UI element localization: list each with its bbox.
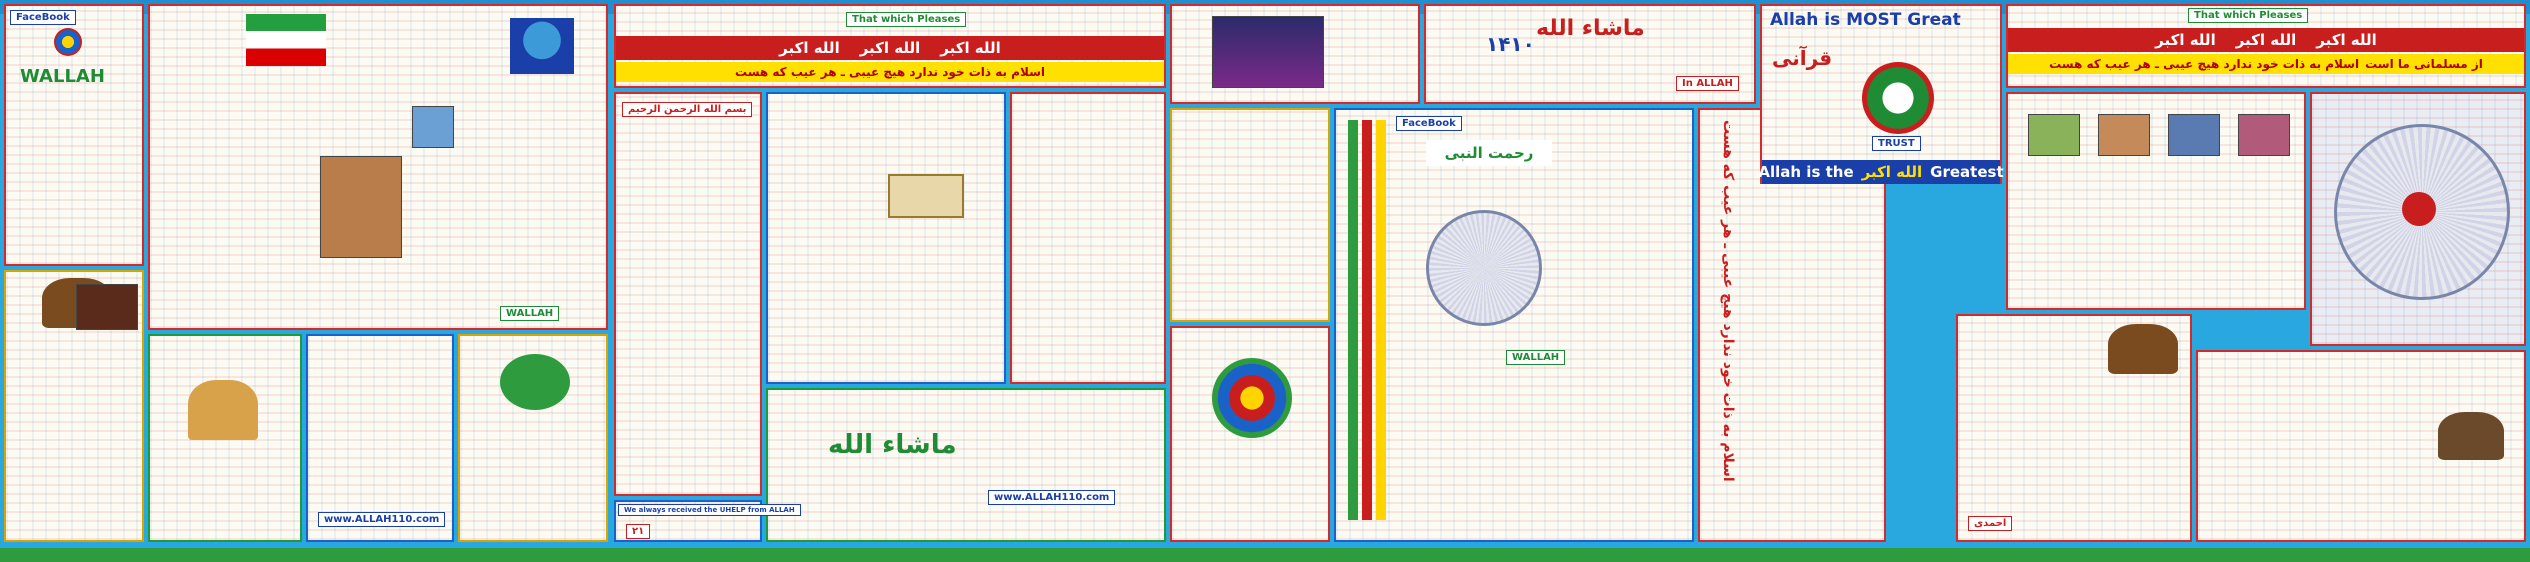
allah-is-the-text: Allah is the xyxy=(1758,163,1854,181)
circle-center-emblem xyxy=(2402,192,2436,226)
persian-slogan-1 xyxy=(616,62,1164,82)
poster-8b xyxy=(2006,92,2306,310)
photo-kaaba xyxy=(1212,16,1324,88)
wallah-title: WALLAH xyxy=(20,66,105,87)
stripe-red xyxy=(1362,120,1372,520)
photo-1 xyxy=(76,284,138,330)
that-which-pleases-2: That which Pleases xyxy=(2188,8,2308,23)
website-label-1: www.ALLAH110.com xyxy=(318,512,445,527)
mosque-icon xyxy=(188,380,258,440)
ahmadi-label: احمدی xyxy=(1968,516,2012,531)
poster-3 xyxy=(614,4,1166,88)
poster-3b xyxy=(614,92,762,496)
photo-6 xyxy=(2168,114,2220,156)
persian-slogan-text-1: اسلام به ذات خود ندارد هیچ عیبی ـ هر عیب که هست xyxy=(734,65,1045,79)
allahu-akbar-mini: الله اکبر xyxy=(1861,163,1923,181)
mandala-icon xyxy=(1212,358,1292,438)
shrine-icon xyxy=(510,18,574,74)
photo-5 xyxy=(2098,114,2150,156)
allahu-akbar-text-6: الله اکبر xyxy=(2316,31,2377,49)
year-banner: ۱۴۱۰ xyxy=(1486,32,1535,56)
eagle-emblem-3 xyxy=(2438,412,2504,460)
poster-6 xyxy=(1424,4,1756,104)
allahu-akbar-banner-1 xyxy=(616,36,1164,60)
greatest-text: Greatest xyxy=(1930,163,2004,181)
vertical-slogan: اسلام به ذات خود ندارد هیچ عیبی ـ هر عیب که هست xyxy=(1720,120,1736,482)
poster-8e xyxy=(2196,350,2526,542)
allahu-akbar-text-1: الله اکبر xyxy=(779,39,840,57)
poster-8 xyxy=(2006,4,2526,88)
poster-5 xyxy=(1334,108,1694,542)
stripe-green xyxy=(1348,120,1358,520)
wallah-label-2: WALLAH xyxy=(500,306,559,321)
allahu-akbar-banner-2 xyxy=(2008,28,2524,52)
poster-2d xyxy=(458,334,608,542)
poster-1 xyxy=(4,4,144,266)
photo-7 xyxy=(2238,114,2290,156)
trust-label: TRUST xyxy=(1872,136,1921,151)
allahu-akbar-text-5: الله اکبر xyxy=(2235,31,2297,49)
facebook-label: FaceBook xyxy=(10,10,76,25)
poster-4 xyxy=(1170,4,1420,104)
allahu-akbar-text-3: الله اکبر xyxy=(940,39,1001,57)
we-always-label: We always received the UHELP from ALLAH xyxy=(618,504,801,516)
persian-slogan-end-text: از مسلمانی ما است xyxy=(2365,57,2483,71)
poster-1b xyxy=(4,270,144,542)
most-great-title: Allah is MOST Great xyxy=(1770,10,1961,30)
quran-title: قرآنی xyxy=(1772,46,1833,70)
wallah-label-3: WALLAH xyxy=(1506,350,1565,365)
mashallah-title: ماشاء الله xyxy=(828,430,957,460)
bismillah-label: بسم الله الرحمن الرحیم xyxy=(622,102,752,117)
in-allah-label: In ALLAH xyxy=(1676,76,1739,91)
poster-3d xyxy=(1010,92,1166,384)
poster-7 xyxy=(1760,4,2002,184)
poster-8d xyxy=(1956,314,2192,542)
calligraphy-emblem xyxy=(500,354,570,410)
rahmat-nabi-header: رحمت النبی xyxy=(1426,140,1552,166)
poster-8c xyxy=(2310,92,2526,346)
poster-4b xyxy=(1170,108,1330,322)
allahu-akbar-text-4: الله اکبر xyxy=(2155,31,2216,49)
flag-icon xyxy=(246,14,326,66)
poster-2b xyxy=(148,334,302,542)
quran-emblem xyxy=(888,174,964,218)
star-emblem xyxy=(54,28,82,56)
bottom-band xyxy=(0,548,2530,562)
that-which-pleases-1: That which Pleases xyxy=(846,12,966,27)
photo-4 xyxy=(2028,114,2080,156)
mashallah-banner: ماشاء الله xyxy=(1536,16,1645,41)
website-label-2: www.ALLAH110.com xyxy=(988,490,1115,505)
allahu-akbar-text-2: الله اکبر xyxy=(859,39,921,57)
poster-3c xyxy=(766,92,1006,384)
poster-4c xyxy=(1170,326,1330,542)
eagle-emblem-2 xyxy=(2108,324,2178,374)
photo-2 xyxy=(320,156,402,258)
trust-emblem xyxy=(1862,62,1934,134)
persian-slogan-2 xyxy=(2008,54,2524,74)
persian-slogan-text-2: اسلام به ذات خود ندارد هیچ عیبی ـ هر عیب که هست xyxy=(2049,57,2360,71)
circular-diagram-1 xyxy=(1426,210,1542,326)
poster-2 xyxy=(148,4,608,330)
facebook-label-2: FaceBook xyxy=(1396,116,1462,131)
poster-3e xyxy=(766,388,1166,542)
stripe-yellow xyxy=(1376,120,1386,520)
page-number-label: ۲۱ xyxy=(626,524,650,539)
poster-2c xyxy=(306,334,454,542)
photo-3 xyxy=(412,106,454,148)
poster-3f xyxy=(614,500,795,542)
allah-is-greatest-bar xyxy=(1758,160,2004,184)
